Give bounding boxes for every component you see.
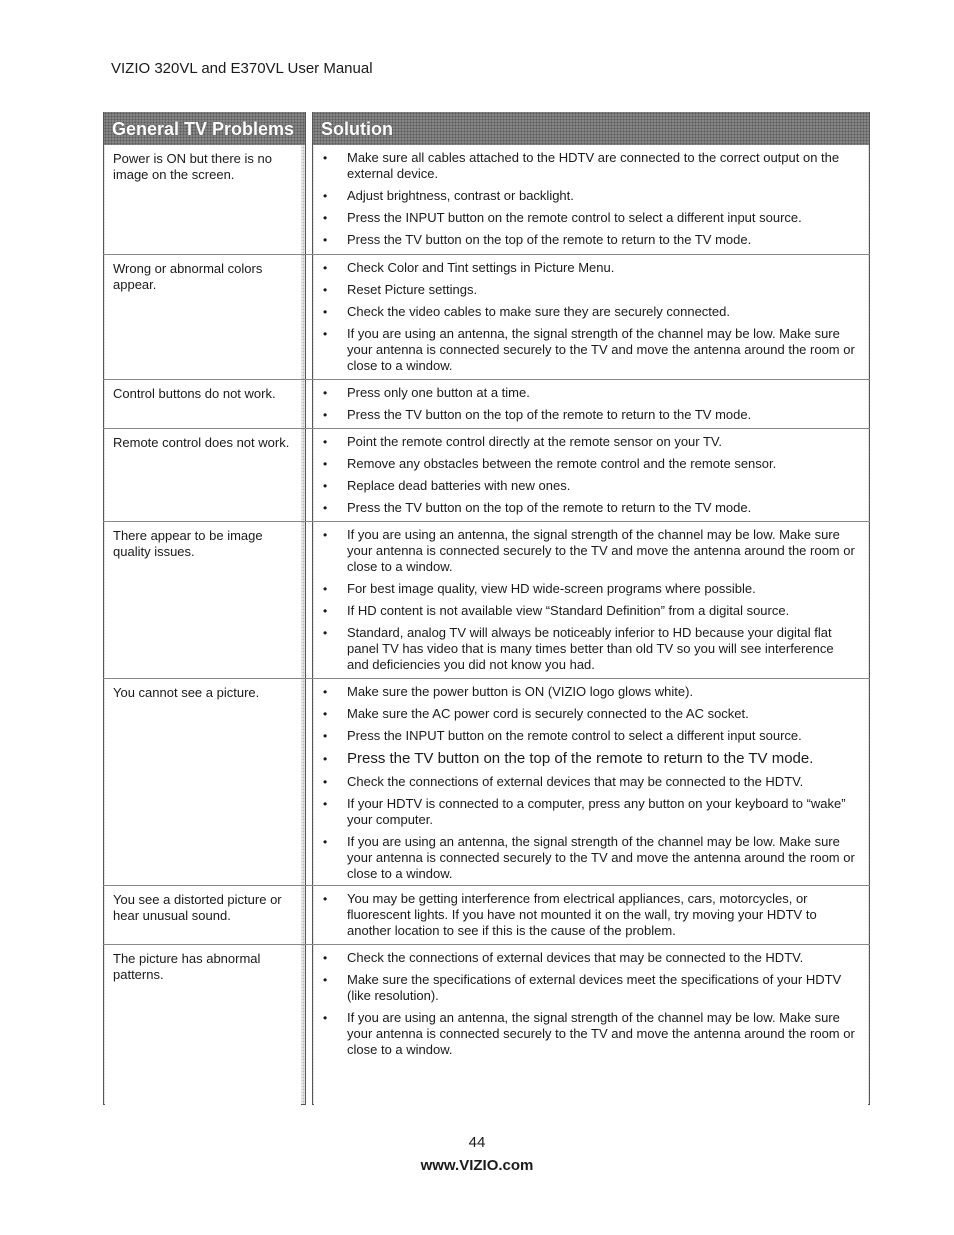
solution-item: • Press the TV button on the top of the remote to return to the TV mode. bbox=[314, 750, 856, 768]
solution-cell bbox=[314, 380, 868, 428]
solution-item: • Make sure the specifications of external devices meet the specifications of your HDTV (like resolution). bbox=[314, 972, 856, 1004]
problems-column-header: General TV Problems bbox=[104, 112, 305, 145]
problem-cell: There appear to be image quality issues. bbox=[105, 522, 301, 678]
solution-item: • Press the INPUT button on the remote control to select a different input source. bbox=[314, 728, 856, 744]
table-row bbox=[103, 429, 870, 522]
troubleshooting-table bbox=[103, 112, 870, 1105]
solution-item: • Check the connections of external devices that may be connected to the HDTV. bbox=[314, 774, 856, 790]
solution-cell bbox=[314, 429, 868, 521]
solution-item: • If you are using an antenna, the signal strength of the channel may be low. Make sure your antenna is connected securely to the TV and move the antenna around the room or close to a window. bbox=[314, 527, 856, 575]
solution-cell bbox=[314, 255, 868, 379]
solution-item: • Press the TV button on the top of the remote to return to the TV mode. bbox=[314, 500, 856, 516]
solution-item: • If your HDTV is connected to a computer, press any button on your keyboard to “wake” your computer. bbox=[314, 796, 856, 828]
table-body bbox=[103, 145, 870, 1105]
solution-item: • If HD content is not available view “Standard Definition” from a digital source. bbox=[314, 603, 856, 619]
table-row bbox=[103, 945, 870, 1105]
solution-item: • Check Color and Tint settings in Picture Menu. bbox=[314, 260, 856, 276]
problem-cell: Control buttons do not work. bbox=[105, 380, 301, 428]
table-row bbox=[103, 380, 870, 429]
solution-cell bbox=[314, 679, 868, 885]
solution-item: • Remove any obstacles between the remote control and the remote sensor. bbox=[314, 456, 856, 472]
solution-item: • Press only one button at a time. bbox=[314, 385, 856, 401]
solution-item: • Check the video cables to make sure they are securely connected. bbox=[314, 304, 856, 320]
problem-cell: Remote control does not work. bbox=[105, 429, 301, 521]
table-row bbox=[103, 145, 870, 255]
solution-item: • If you are using an antenna, the signal strength of the channel may be low. Make sure your antenna is connected securely to the TV and move the antenna around the room or close to a window. bbox=[314, 326, 856, 374]
solution-item: • Reset Picture settings. bbox=[314, 282, 856, 298]
problem-cell: You cannot see a picture. bbox=[105, 679, 301, 885]
problem-cell: Wrong or abnormal colors appear. bbox=[105, 255, 301, 379]
solution-item: • If you are using an antenna, the signal strength of the channel may be low. Make sure your antenna is connected securely to the TV and move the antenna around the room or close to a window. bbox=[314, 1010, 856, 1058]
table-row bbox=[103, 886, 870, 945]
table-row bbox=[103, 679, 870, 886]
table-row bbox=[103, 522, 870, 679]
solution-cell bbox=[314, 145, 868, 254]
problem-cell: You see a distorted picture or hear unusual sound. bbox=[105, 886, 301, 944]
solution-item: • If you are using an antenna, the signal strength of the channel may be low. Make sure your antenna is connected securely to the TV and move the antenna around the room or close to a window. bbox=[314, 834, 856, 882]
solution-item: • Make sure all cables attached to the HDTV are connected to the correct output on the external device. bbox=[314, 150, 856, 182]
solution-item: • Check the connections of external devices that may be connected to the HDTV. bbox=[314, 950, 856, 966]
solution-item: • Standard, analog TV will always be noticeably inferior to HD because your digital flat panel TV has video that is many times better than old TV so you will see interference and deficiencies you did not know you had. bbox=[314, 625, 856, 673]
table-row bbox=[103, 255, 870, 380]
solution-cell bbox=[314, 886, 868, 944]
solution-item: • Make sure the power button is ON (VIZIO logo glows white). bbox=[314, 684, 856, 700]
solution-column-header: Solution bbox=[313, 112, 869, 145]
website-url: www.VIZIO.com bbox=[420, 1157, 534, 1174]
solution-item: • Point the remote control directly at the remote sensor on your TV. bbox=[314, 434, 856, 450]
page-number: 44 bbox=[468, 1134, 486, 1151]
solution-item: • You may be getting interference from electrical appliances, cars, motorcycles, or fluorescent lights. If you have not mounted it on the wall, try moving your HDTV to another location to see if this is the cause of the problem. bbox=[314, 891, 856, 939]
solution-item: • Adjust brightness, contrast or backlight. bbox=[314, 188, 856, 204]
solution-item: • Press the TV button on the top of the remote to return to the TV mode. bbox=[314, 407, 856, 423]
solution-item: • Press the TV button on the top of the remote to return to the TV mode. bbox=[314, 232, 856, 248]
solution-item: • For best image quality, view HD wide-screen programs where possible. bbox=[314, 581, 856, 597]
solution-item: • Make sure the AC power cord is securely connected to the AC socket. bbox=[314, 706, 856, 722]
solution-cell bbox=[314, 522, 868, 678]
solution-item: • Press the INPUT button on the remote control to select a different input source. bbox=[314, 210, 856, 226]
document-header-title: VIZIO 320VL and E370VL User Manual bbox=[111, 60, 373, 77]
solution-cell bbox=[314, 945, 868, 1105]
problem-cell: Power is ON but there is no image on the screen. bbox=[105, 145, 301, 254]
problem-cell: The picture has abnormal patterns. bbox=[105, 945, 301, 1105]
solution-item: • Replace dead batteries with new ones. bbox=[314, 478, 856, 494]
